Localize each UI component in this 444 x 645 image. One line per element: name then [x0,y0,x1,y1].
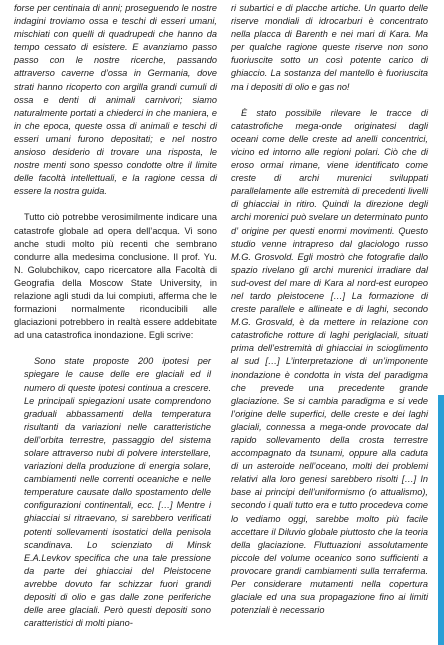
left-column [14,2,217,630]
right-column [231,2,428,617]
right-body-paragraph: È stato possibile rilevare le tracce di catastrofiche mega-onde originatesi dagli oceani come delle creste ad anelli concentrici, vicino ed intorno alle regioni polari. Ciò che di eroso ormai rimane, viene identificato come creste di archi murenici sviluppati parallelamente alle estremità di precedenti livelli di ghiacciai in ritiro. Quindi la direzione degli archi morenici può svelare un determinato punto d’ origine per questi enormi movimenti. Questo studio venne intrapreso dal glaciologo russo M.G. Grosvold. Egli mostrò che fotografie dallo spazio rivelano gli archi murenici irradiare dal sud-ovest del mare di Kara al nord-est europeo nel tardo pleistocene […] La formazione di creste parallele e allineate e di laghi, secondo M.G. Grosvald, è da mettere in relazione con catastrofiche rotture di laghi periglaciali, situati prima dell’estremità di ghiacciai in scioglimento al sud […] L’interpretazione di un’imponente inondazione è condotta in vista del paradigma che prevede una precedente grande glaciazione. Se si cambia paradigma e si vede l’origine delle superfici, delle creste e dei laghi glaciali, connessa a mega-onde provocate dal rapido sollevamento della crosta terrestre accompagnato da tsunami, oppure alla caduta di un asteroide nell’oceano, molti dei problemi relativi alla loro genesi sarebbero risolti […] In base ai principi dell’uniformismo (o attualismo), secondo i quali tutto era e tutto procedeva come lo vediamo oggi, sarebbe molto più facile accettare il Diluvio globale piuttosto che la teoria della glaciazione. Fluttuazioni assolutamente piccole del volume oceanico sono sufficienti a provocare grandi cambiamenti sulla terraferma. Per considerare mutamenti nella copertura glaciale ed una sua propagazione fino ai limiti potenziali è necessario [231,107,428,616]
left-intro-paragraph: forse per centinaia di anni; proseguendo le nostre indagini troviamo ossa e teschi di esseri umani, mischiati con quelli di quadrupedi che hanno da tempo cessato di esistere. E avanziamo passo passo con le nostre ricerche, passando attraverso caverne d’ossa in Germania, dove strati hanno ricoperto con argilla grandi cumuli di ossa e denti di animali carnivori; siamo naturalmente portati a chiederci in che maniera, e in che epoca, queste ossa di animali e teschi di esseri umani furono depositati; e nel nostro ansioso desiderio di trovare una risposta, le nostre menti sono spesso condotte oltre il limite delle facoltà intellettuali, e la ragione cessa di essere la nostra guida. [14,3,217,197]
page-edge-accent-bar [438,395,444,645]
left-body-paragraph: Tutto ciò potrebbe verosimilmente indicare una catastrofe globale ad opera dell’acqua. Vi sono anche studi molto più recenti che sembrano condurre alla medesima conclusione. Il prof. Yu. N. Golubchikov, capo ricercatore alla Facoltà di Geografia della Moscow State University, in relazione agli studi da lui compiuti, afferma che le formazioni normalmente riconducibili alle glaciazioni potrebbero in realtà essere addebitate ad una catastrofica inondazione. Egli scrive: [14,212,217,341]
right-continuation-paragraph: ri subartici e di placche artiche. Un quarto delle riserve mondiali di idrocarburi è concentrato nella placca di Barenth e nei mari di Kara. Ma per qualche ragione queste riserve non sono fuoriuscite sotto un così potente carico di ghiaccio. La sostanza del mantello è fuoriuscita ma i depositi di olio e gas no! [231,3,428,92]
golubchikov-quote: Sono state proposte 200 ipotesi per spiegare le cause delle ere glaciali ed il numero di queste ipotesi continua a crescere. Le principali spiegazioni usate comprendono graduali abbassamenti della temperatura risultanti da variazioni nelle caratteristiche dell’orbita terrestre, passaggio del sistema solare attraverso nubi di polvere interstellare, variazioni della produzione di energia solare, cambiamenti nelle correnti oceaniche e nelle temperature causate dallo spostamento delle configurazioni continentali, ecc. […] Mentre i ghiacciai si ritraevano, si sarebbero verificati potenti sollevamenti isostatici della penisola scandinava. Lo scienziato di Minsk E.A.Levkov specifica che una tale pressione da parte dei ghiacciai del Pleistocene avrebbe dovuto far schizzar fuori grandi depositi di olio e gas dalle zone periferiche delle aree glaciali. Però questi depositi sono caratteristici di molti piano- [24,356,211,629]
